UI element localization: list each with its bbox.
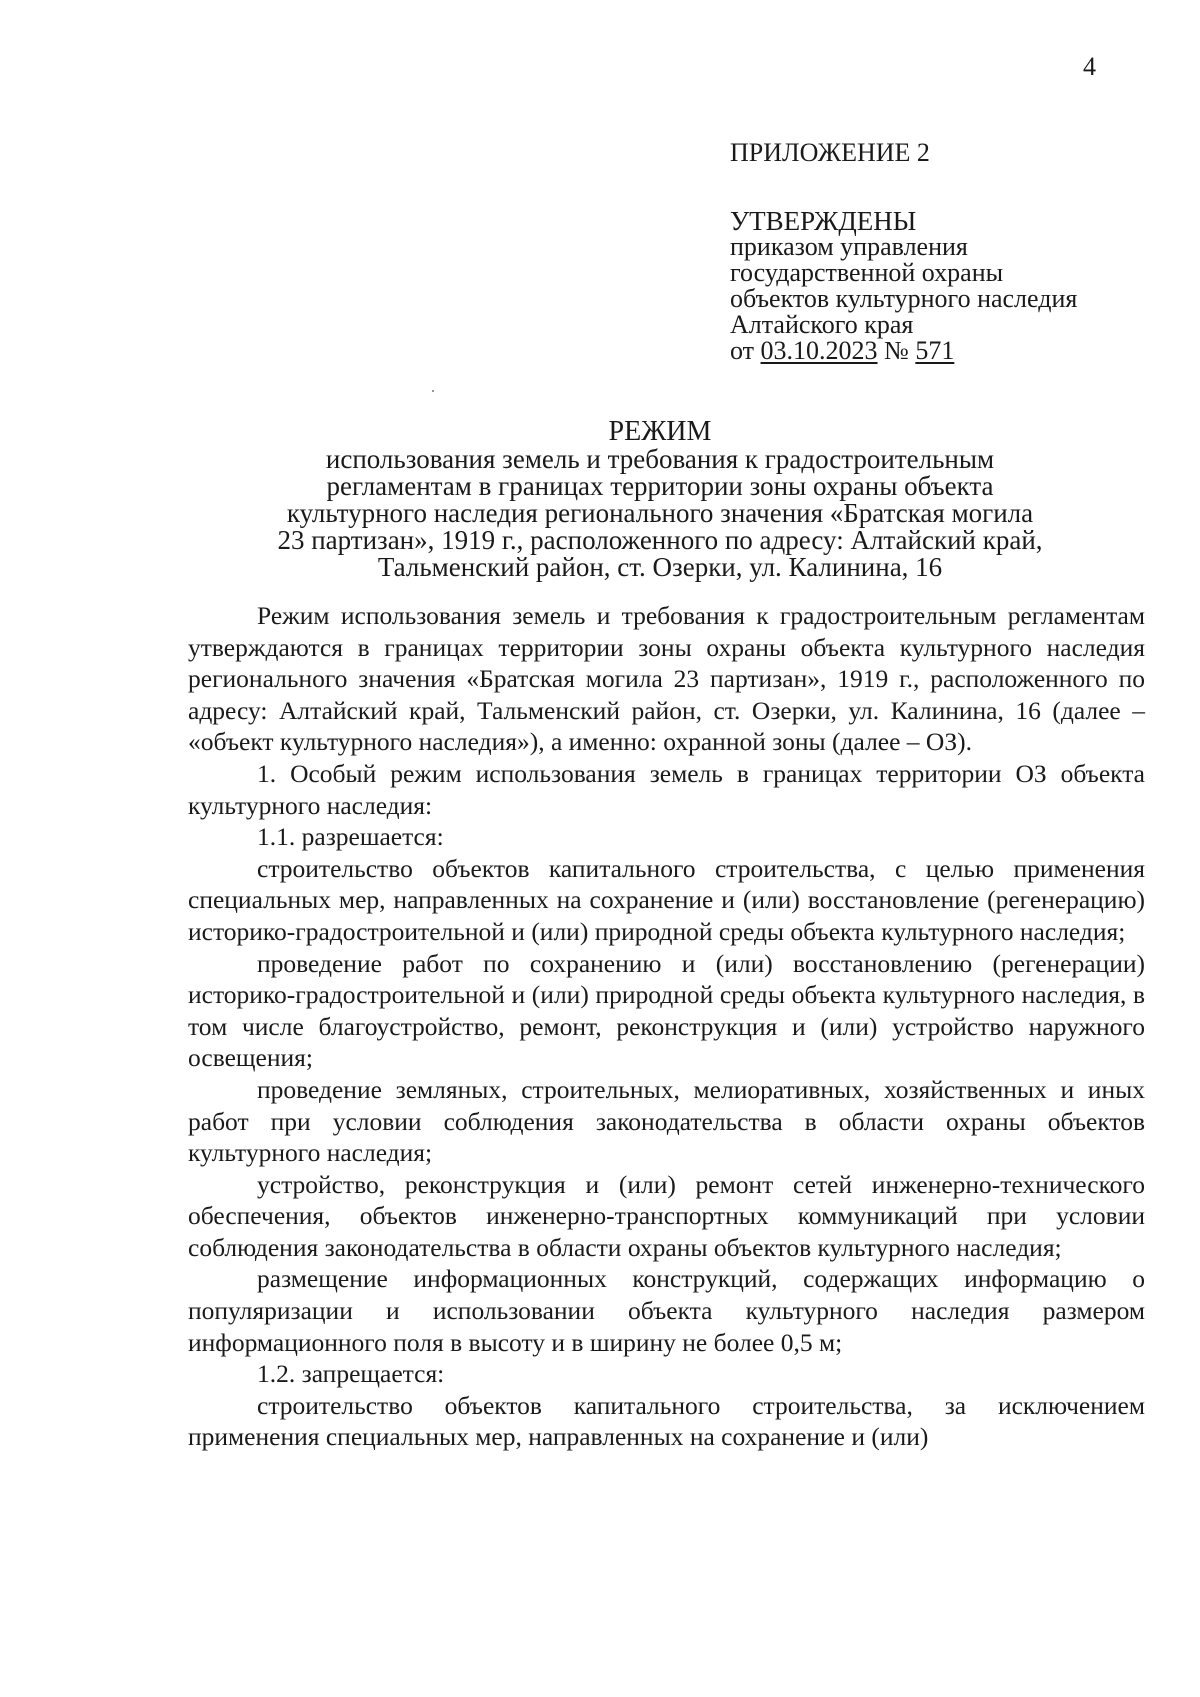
- body-paragraph: строительство объектов капитального строительства, с целью применения специальных мер, направленных на сохранение и (или) восстановление (регенерацию) историко-градостроительной и (или) природной среды объекта культурного наследия;: [188, 853, 1145, 946]
- body-paragraph: 1.1. разрешается:: [257, 822, 444, 852]
- body-paragraph: устройство, реконструкция и (или) ремонт сетей инженерно-технического обеспечения, объектов инженерно-транспортных коммуникаций при условии соблюдения законодательства в области охраны объектов культурного наследия;: [188, 1169, 1145, 1262]
- title-heading: РЕЖИМ: [608, 416, 712, 447]
- page-number: 4: [1083, 52, 1096, 81]
- body-paragraph: строительство объектов капитального строительства, за исключением применения специальных мер, направленных на сохранение и (или): [188, 1390, 1145, 1452]
- approval-line: приказом управления: [730, 232, 968, 261]
- body-paragraph: проведение работ по сохранению и (или) восстановлению (регенерации) историко-градостроительной и (или) природной среды объекта культурного наследия, в том числе благоустройство, ремонт, реконструкция и (или) устройство наружного освещения;: [188, 948, 1145, 1073]
- title-line: культурного наследия регионального значения «Братская могила: [286, 498, 1034, 528]
- body-paragraph: 1. Особый режим использования земель в границах территории ОЗ объекта культурного наследия:: [188, 758, 1145, 820]
- title-line: 23 партизан», 1919 г., расположенного по адресу: Алтайский край,: [277, 525, 1043, 555]
- appendix-label: ПРИЛОЖЕНИЕ 2: [730, 138, 930, 167]
- approval-line: государственной охраны: [730, 258, 1004, 287]
- body-paragraph: 1.2. запрещается:: [257, 1359, 445, 1389]
- order-date: 03.10.2023: [760, 336, 878, 365]
- title-line: использования земель и требования к градостроительным: [325, 444, 995, 474]
- title-line: регламентам в границах территории зоны охраны объекта: [326, 471, 994, 501]
- order-number: 571: [915, 336, 955, 365]
- date-prefix: от: [730, 336, 761, 365]
- approval-line: объектов культурного наследия: [730, 284, 1078, 313]
- approved-label: УТВЕРЖДЕНЫ: [730, 206, 917, 236]
- body-paragraph: проведение земляных, строительных, мелиоративных, хозяйственных и иных работ при условии соблюдения законодательства в области охраны объектов культурного наследия;: [188, 1074, 1145, 1168]
- document-body: [188, 600, 1145, 1453]
- stray-dot: [432, 390, 434, 392]
- document-title: [200, 418, 1120, 581]
- body-paragraph: размещение информационных конструкций, содержащих информацию о популяризации и использовании объекта культурного наследия размером информационного поля в высоту и в ширину не более 0,5 м;: [188, 1264, 1145, 1357]
- title-line: Тальменский район, ст. Озерки, ул. Калинина, 16: [377, 552, 943, 582]
- approval-block: [730, 140, 1170, 364]
- approval-date-line: [730, 338, 1170, 364]
- number-sign: №: [877, 336, 916, 365]
- approval-line: Алтайского края: [730, 310, 914, 339]
- body-paragraph: Режим использования земель и требования к градостроительным регламентам утверждаются в границах территории зоны охраны объекта культурного наследия регионального значения «Братская могила 23 партизан», 1919 г., расположенного по адресу: Алтайский край, Тальменский район, ст. Озерки, ул. Калинина, 16 (далее – «объект культурного наследия»), а именно: охранной зоны (далее – ОЗ).: [188, 601, 1145, 757]
